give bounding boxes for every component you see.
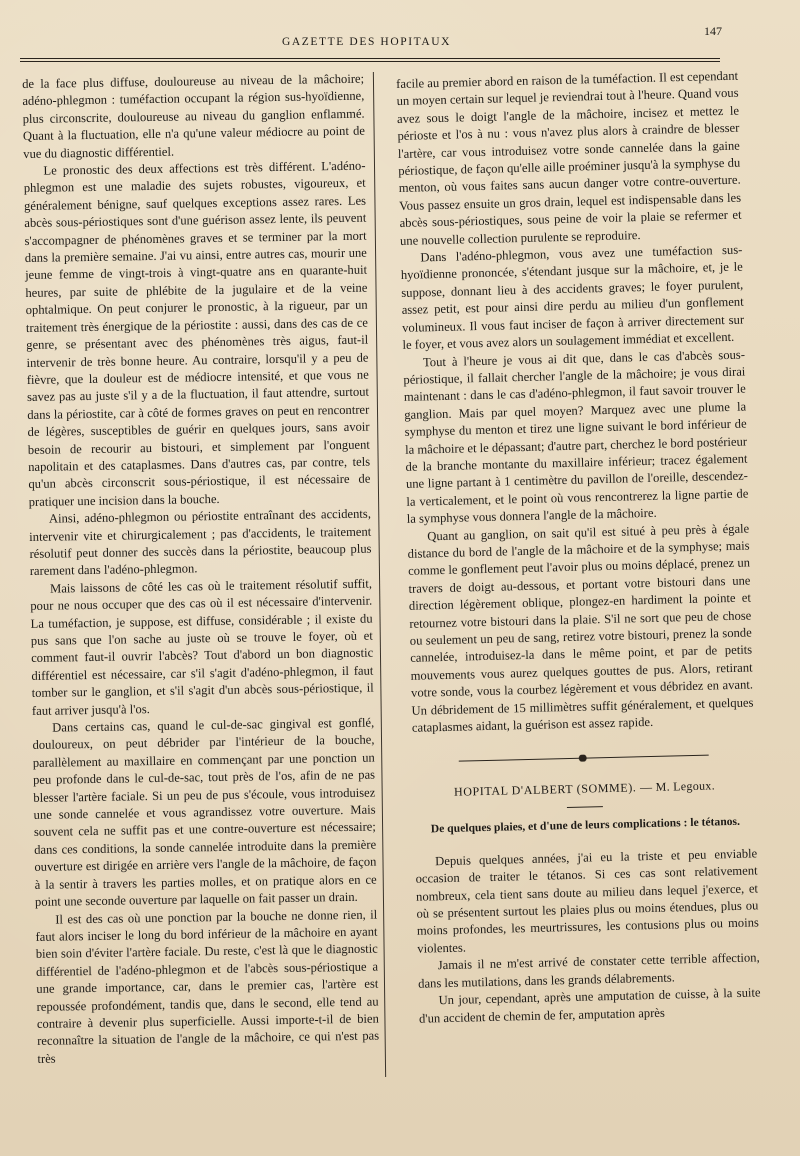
paragraph: Jamais il ne m'est arrivé de constater cette terrible affection, dans les mutilations, dans les grands délabrements. xyxy=(418,950,760,991)
paragraph: Dans certains cas, quand le cul-de-sac gingival est gonflé, douloureux, on peut débrider par l'intérieur de la bouche, parallèlement au maxillaire en commençant par une ponction un peu profonde dans le cul-de-sac, tout près de l'os, afin de ne pas blesser l'artère faciale. Si un peu de pus s'écoule, vous introduisez une sonde cannelée et vous agrandissez votre ouverture. Mais souvent cela ne suffit pas et une contre-ouverture est nécessaire; dans ces conditions, la sonde cannelée introduite dans la première ouverture est dirigée en arrière vers l'angle de la mâchoire, de façon à la sentir à travers les parties molles, et on pratique alors en ce point une seconde ouverture par laquelle on fait passer un drain. xyxy=(32,715,377,909)
section-separator xyxy=(459,752,709,766)
journal-title: GAZETTE DES HOPITAUX xyxy=(282,36,452,48)
article-subtitle: De quelques plaies, et d'une de leurs complications : le tétanos. xyxy=(430,814,741,836)
author-name: — M. Legoux. xyxy=(639,778,716,795)
paragraph: Depuis quelques années, j'ai eu la triste et peu enviable occasion de traiter le tétanos. Si ces cas sont relativement nombreux, cela tient sans doute au milieu dans lequel j'exerce, et où se présentent surtout les plaies plus ou moins étendues, plus ou moins profondes, les meurtrissures, les contusions plus ou moins violentes. xyxy=(415,846,759,956)
left-column xyxy=(22,71,380,1068)
paragraph: Quant au ganglion, on sait qu'il est situé à peu près à égale distance du bord de l'angle de la mâchoire et de la symphyse; mais comme le gonflement peut l'avoir plus ou moins déplacé, prenez un travers de doigt au-dessous, et portant votre bistouri dans une direction légèrement oblique, plongez-en hardiment la pointe et retournez votre bistouri dans la plaie. S'il ne sort que peu de chose ou seulement un peu de sang, retirez votre bistouri, prenez la sonde cannelée, introduisez-la dans le même point, et par de petits mouvements vous aurez quelques gouttes de pus. Alors, retirant votre sonde, vous la courbez légèrement et vous débridez en avant. Un débridement de 15 millimètres suffit généralement, et quelques cataplasmes aidant, la guérison est assez rapide. xyxy=(407,521,754,735)
paragraph: Mais laissons de côté les cas où le traitement résolutif suffit, pour ne nous occuper que des cas où il est nécessaire d'intervenir. La tuméfaction, je suppose, est diffuse, considérable ; il existe du pus sans que l'on sache au juste où se trouve le foyer, où et comment faut-il ouvrir l'abcès? Tout d'abord un bon diagnostic différentiel est nécessaire, car s'il s'agit d'adéno-phlegmon, il faut tomber sur le ganglion, et s'il s'agit d'un abcès sous-périostique, il faut arriver jusqu'à l'os. xyxy=(30,576,374,718)
paragraph: Il est des cas où une ponction par la bouche ne donne rien, il faut alors inciser le long du bord inférieur de la mâchoire en ayant bien soin d'éviter l'artère faciale. Du reste, c'est là que le diagnostic différentiel de l'adéno-phlegmon et de l'abcès sous-périostique a une grande importance, car, dans le premier cas, l'artère est repoussée profondément, tandis que, dans le second, elle tend au contraire à devenir plus superficielle. Aussi importe-t-il de bien reconnaître la situation de l'angle de la mâchoire, ce qui n'est pas très xyxy=(35,907,380,1066)
header-rule xyxy=(20,58,720,59)
paragraph: de la face plus diffuse, douloureuse au niveau de la mâchoire; adéno-phlegmon : tuméfaction occupant la région sus-hyoïdienne, plus circonscrite, douloureuse au niveau du ganglion enflammé. Quant à la fluctuation, elle n'a qu'une valeur médiocre au point de vue du diagnostic différentiel. xyxy=(22,71,366,161)
paragraph: Tout à l'heure je vous ai dit que, dans le cas d'abcès sous-périostique, il fallait chercher l'angle de la mâchoire; je vous dirai maintenant : dans le cas d'adéno-phlegmon, il faut savoir trouver le ganglion. Mais par quel moyen? Marquez avec une plume la symphyse du menton et tirez une ligne suivant le bord inférieur de la mâchoire et le dépassant; d'autre part, cherchez le bord postérieur de la branche montante du maxillaire inférieur; tracez également une ligne partant à 1 centimètre du pavillon de l'oreille, descendez-la verticalement, et le point où vous rencontrerez la ligne partie de la symphyse vous donnera l'angle de la mâchoire. xyxy=(403,347,749,527)
paragraph: Un jour, cependant, après une amputation de cuisse, à la suite d'un accident de chemin de fer, amputation après xyxy=(418,985,761,1026)
page-header xyxy=(20,24,720,54)
heading-rule xyxy=(567,806,603,808)
paragraph: facile au premier abord en raison de la tuméfaction. Il est cependant un moyen certain sur lequel je reviendrai tout à l'heure. Quand vous avez sous le doigt l'angle de la mâchoire, incisez et mettez le périoste et l'os à nu : vous n'avez plus alors à craindre de blesser l'artère, car vous introduisez votre sonde cannelée dans la gaine périostique, de façon qu'elle aille proéminer jusqu'à la symphyse du menton, où vous faites sans aucun danger votre contre-ouverture. Vous passez ensuite un gros drain, lequel est indispensable dans les abcès sous-périostiques, sous peine de voir la plaie se refermer et une nouvelle collection purulente se reproduire. xyxy=(396,68,742,248)
paragraph: Ainsi, adéno-phlegmon ou périostite entraînant des accidents, intervenir vite et chirurgicalement ; pas d'accidents, le traitement résolutif peut donner des succès dans la périostite, beaucoup plus rarement dans l'adéno-phlegmon. xyxy=(29,506,372,579)
hospital-name: HOPITAL D'ALBERT (SOMME). xyxy=(453,780,637,800)
section-heading xyxy=(413,777,755,803)
right-column xyxy=(396,68,761,1028)
header-rule-double xyxy=(20,61,720,62)
page-number: 147 xyxy=(704,24,722,38)
paragraph: Dans l'adéno-phlegmon, vous avez une tuméfaction sus-hyoïdienne prononcée, s'étendant jusque sur la mâchoire, et, je le suppose, donnant lieu à des accidents graves; le foyer purulent, assez petit, est pour ainsi dire perdu au milieu d'un gonflement volumineux. Il vous faut inciser de façon à arriver directement sur le foyer, et vous avez alors un soulagement immédiat et excellent. xyxy=(400,242,745,353)
paragraph: Le pronostic des deux affections est très différent. L'adéno-phlegmon est une maladie des sujets robustes, vigoureux, et généralement bénigne, sauf quelques exceptions assez rares. Les abcès sous-périostiques sont d'une guérison assez lente, ils peuvent s'accompagner de phénomènes graves et se terminer par la mort dans la première semaine. J'ai vu ainsi, entre autres cas, mourir une jeune femme de vingt-trois à vingt-quatre ans en quarante-huit heures, par suite de phlébite de la jugulaire et de la veine ophtalmique. On peut conjurer le pronostic, à la rigueur, par un traitement très énergique de la périostite : aussi, dans des cas de ce genre, se présentant avec des phénomènes très aigus, faut-il intervenir de très bonne heure. Au contraire, lorsqu'il y a peu de fièvre, que la douleur est de médiocre intensité, et que vous ne savez pas au juste s'il y a de la fluctuation, il faut attendre, surtout dans la périostite, car à côté de formes graves on peut en rencontrer de légères, susceptibles de guérir en quelques jours, sans avoir besoin de recourir au bistouri, et simplement par l'onguent napolitain et des cataplasmes. Dans d'autres cas, par contre, tels qu'un abcès circonscrit sous-périostique, il est nécessaire de pratiquer une incision dans la bouche. xyxy=(23,158,371,509)
